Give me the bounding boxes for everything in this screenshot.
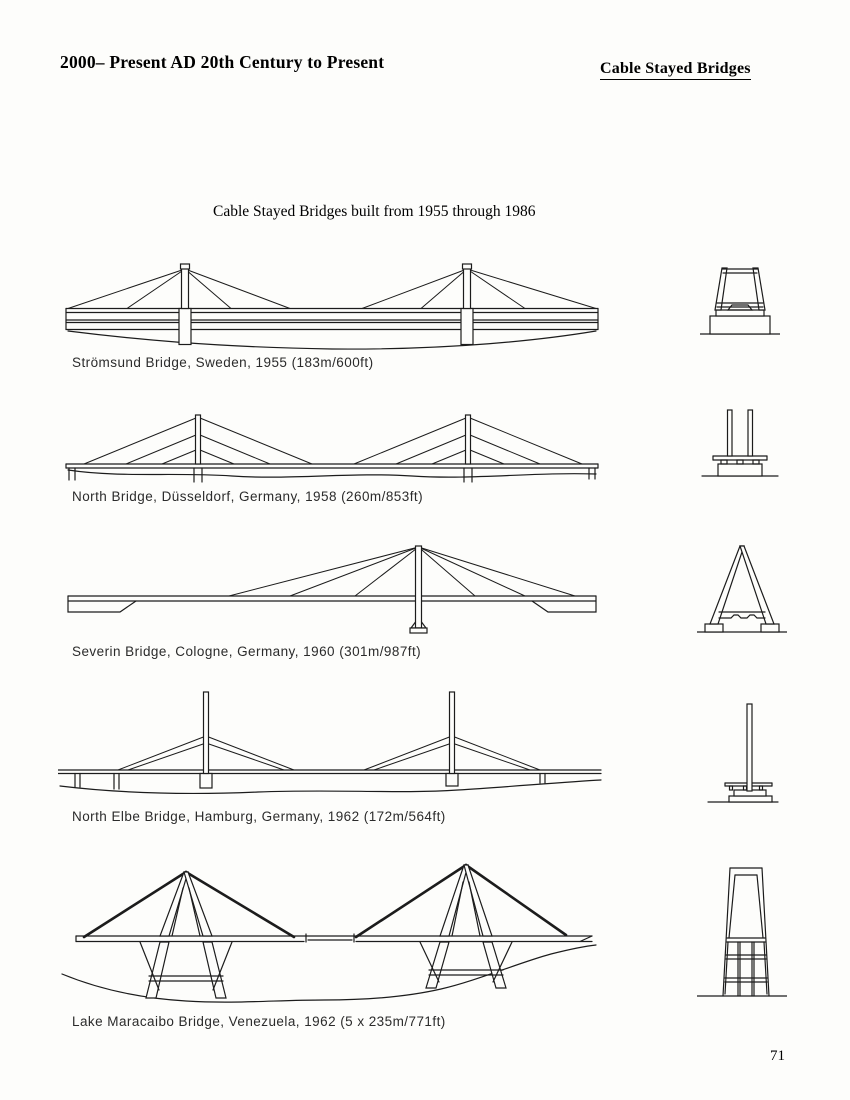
tower-section-drawing-north-elbe <box>700 696 780 806</box>
bridge-caption-stromsund: Strömsund Bridge, Sweden, 1955 (183m/600ft) <box>72 355 374 370</box>
bridge-caption-north-elbe: North Elbe Bridge, Hamburg, Germany, 1962 (172m/564ft) <box>72 809 446 824</box>
bridge-elevation-drawing-stromsund <box>62 256 602 350</box>
bridge-elevation-drawing-north-bridge <box>62 402 602 484</box>
bridge-elevation-drawing-north-elbe <box>58 686 603 800</box>
tower-section-drawing-maracaibo <box>697 852 787 1004</box>
bridge-caption-maracaibo: Lake Maracaibo Bridge, Venezuela, 1962 (5 x 235m/771ft) <box>72 1014 446 1029</box>
page-number: 71 <box>770 1048 785 1064</box>
tower-section-drawing-severin <box>697 540 787 640</box>
figure-subtitle: Cable Stayed Bridges built from 1955 through 1986 <box>213 203 536 220</box>
tower-section-drawing-stromsund <box>700 258 780 342</box>
bridge-elevation-drawing-maracaibo <box>56 850 601 1008</box>
bridge-caption-severin: Severin Bridge, Cologne, Germany, 1960 (301m/987ft) <box>72 644 422 659</box>
page-header-right: Cable Stayed Bridges <box>600 60 751 80</box>
page-header-left: 2000– Present AD 20th Century to Present <box>60 52 385 72</box>
bridge-elevation-drawing-severin <box>62 536 602 638</box>
tower-section-drawing-north-bridge <box>700 404 780 484</box>
bridge-caption-north-bridge: North Bridge, Düsseldorf, Germany, 1958 (260m/853ft) <box>72 489 424 504</box>
